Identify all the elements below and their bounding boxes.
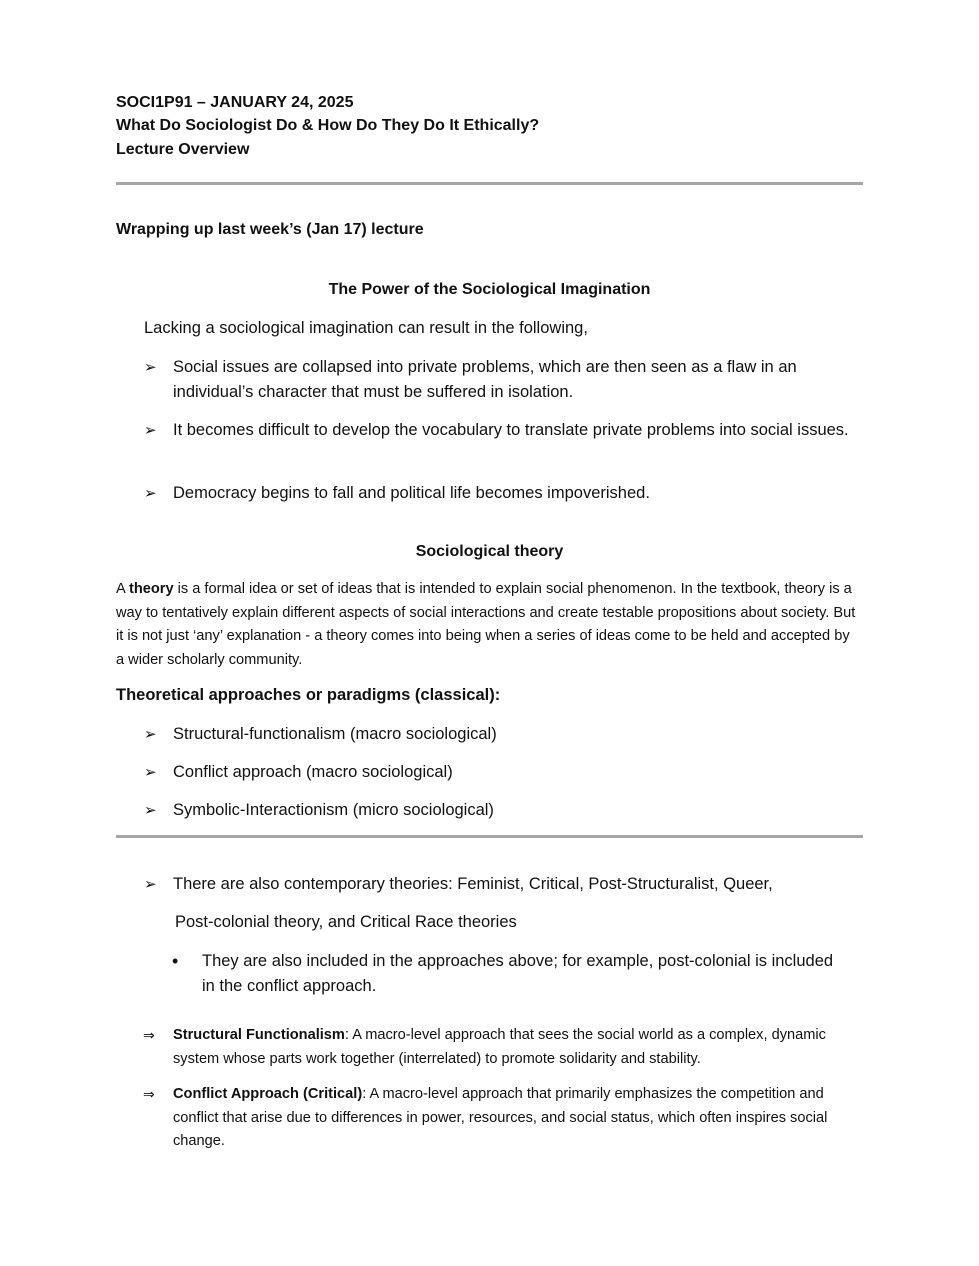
theory-paragraph xyxy=(116,578,861,672)
definition-text: : A macro-level approach that primarily emphasizes the competition and conflict that arise due to differences in power, resources, and social status, which often inspires social change. xyxy=(173,1086,828,1149)
theory-para-text: is a formal idea or set of ideas that is intended to explain social phenomenon. In the textbook, theory is a way to tentatively explain different aspects of social interactions and create testable propositions about society. But it is not just ‘any’ explanation - a theory comes into being when a series of ideas come to be held and accepted by a wider scholarly community. xyxy=(116,581,856,668)
lecture-title: What Do Sociologist Do & How Do They Do It Ethically? xyxy=(116,117,540,134)
header-divider xyxy=(116,182,863,185)
arrow-bullet-icon: ➢ xyxy=(144,485,157,502)
imagination-bullet-1: Social issues are collapsed into private problems, which are then seen as a flaw in an individual’s character that must be suffered in isolation. xyxy=(173,358,797,401)
definition-text: : A macro-level approach that sees the social world as a complex, dynamic system whose parts work together (interrelated) to promote solidarity and stability. xyxy=(173,1027,826,1067)
theory-para-prefix: A xyxy=(116,581,129,597)
section-divider xyxy=(116,835,863,838)
implies-arrow-icon: ⇒ xyxy=(143,1086,155,1102)
arrow-bullet-icon: ➢ xyxy=(144,764,157,781)
contemporary-line-2: Post-colonial theory, and Critical Race theories xyxy=(175,913,517,931)
lecture-subtitle: Lecture Overview xyxy=(116,141,250,158)
course-date-line: SOCI1P91 – JANUARY 24, 2025 xyxy=(116,94,354,111)
wrap-up-heading: Wrapping up last week’s (Jan 17) lecture xyxy=(116,221,424,238)
approaches-heading: Theoretical approaches or paradigms (classical): xyxy=(116,686,501,704)
contemporary-sub-bullet: They are also included in the approaches above; for example, post-colonial is included in the conflict approach. xyxy=(202,952,834,995)
approach-item-2: Conflict approach (macro sociological) xyxy=(173,763,453,781)
definition-structural-functionalism xyxy=(173,1024,853,1071)
arrow-bullet-icon: ➢ xyxy=(144,359,157,376)
arrow-bullet-icon: ➢ xyxy=(144,802,157,819)
round-bullet-icon: • xyxy=(172,951,179,971)
arrow-bullet-icon: ➢ xyxy=(144,422,157,439)
definition-conflict-approach xyxy=(173,1083,853,1154)
contemporary-line-1: There are also contemporary theories: Feminist, Critical, Post-Structuralist, Queer, xyxy=(173,875,773,893)
theory-term: theory xyxy=(128,581,174,597)
implies-arrow-icon: ⇒ xyxy=(143,1027,155,1043)
imagination-bullet-2: It becomes difficult to develop the vocabulary to translate private problems into social issues. xyxy=(173,421,849,439)
definition-term: Structural Functionalism xyxy=(173,1027,345,1043)
approach-item-1: Structural-functionalism (macro sociological) xyxy=(173,725,497,743)
theory-heading: Sociological theory xyxy=(415,543,564,560)
definition-term: Conflict Approach (Critical) xyxy=(173,1086,363,1102)
imagination-bullet-3: Democracy begins to fall and political life becomes impoverished. xyxy=(173,484,650,502)
arrow-bullet-icon: ➢ xyxy=(144,726,157,743)
arrow-bullet-icon: ➢ xyxy=(144,876,157,893)
imagination-heading: The Power of the Sociological Imagination xyxy=(328,281,651,298)
approach-item-3: Symbolic-Interactionism (micro sociological) xyxy=(173,801,494,819)
imagination-intro: Lacking a sociological imagination can result in the following, xyxy=(144,319,588,337)
